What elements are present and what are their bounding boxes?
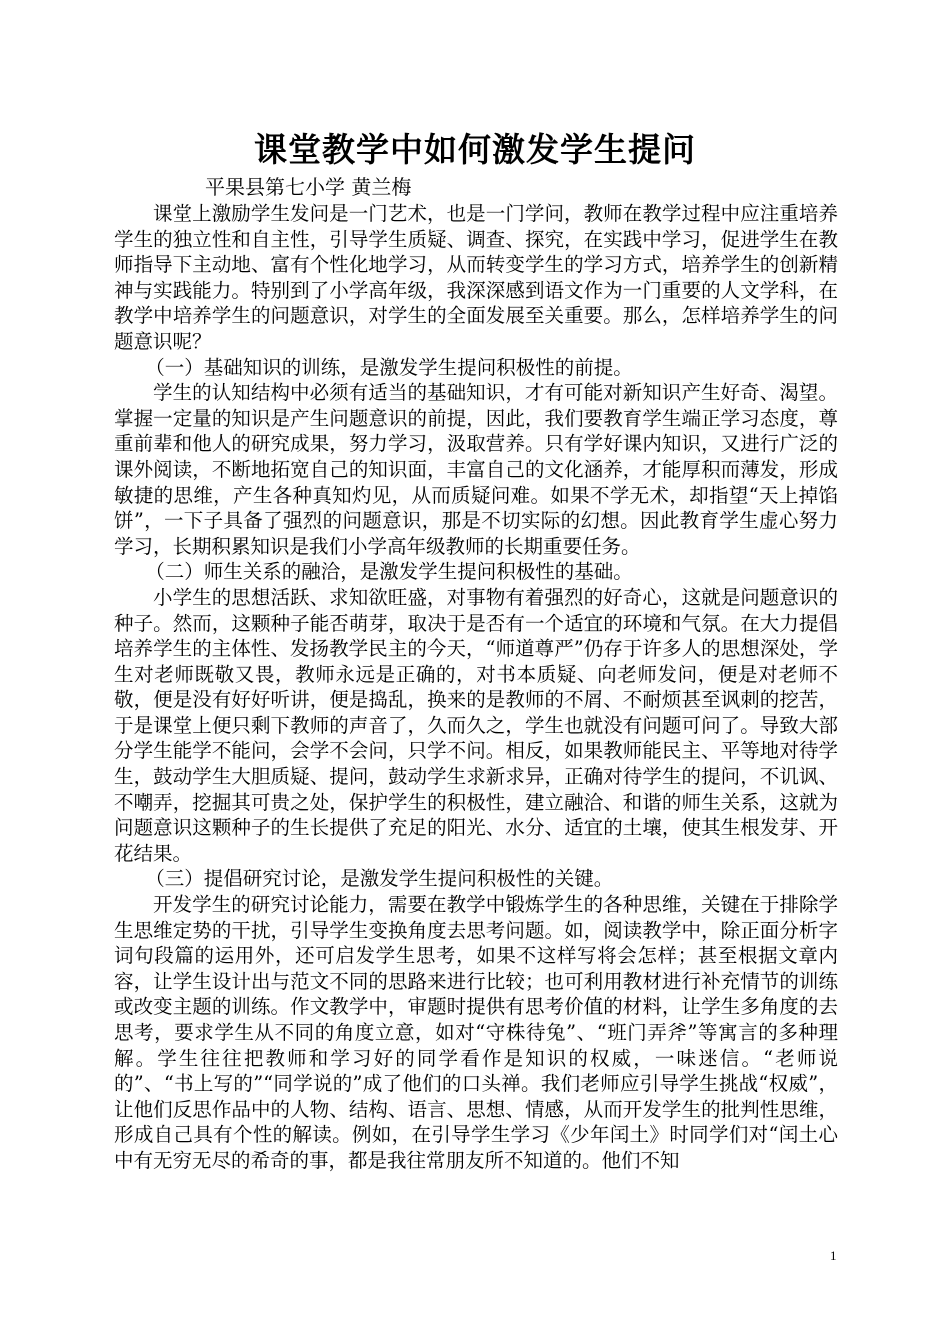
- author-line: 平果县第七小学 黄兰梅: [205, 175, 412, 199]
- section-heading-1: （一）基础知识的训练，是激发学生提问积极性的前提。: [145, 355, 633, 379]
- paragraph-intro: 课堂上激励学生发问是一门艺术，也是一门学问，教师在教学过程中应注重培养学生的独立性和自主性，引导学生质疑、调查、探究，在实践中学习，促进学生在教师指导下主动地、富有个性化地学习，从而转变学生的学习方式，培养学生的创新精神与实践能力。特别到了小学高年级，我深深感到语文作为一门重要的人文学科，在教学中培养学生的问题意识，对学生的全面发展至关重要。那么，怎样培养学生的问题意识呢？: [114, 202, 838, 353]
- section-heading-3: （三）提倡研究讨论，是激发学生提问积极性的关键。: [145, 867, 614, 891]
- document-title: 课堂教学中如何激发学生提问: [254, 130, 696, 169]
- paragraph-section-2: 小学生的思想活跃、求知欲旺盛，对事物有着强烈的好奇心，这就是问题意识的种子。然而，这颗种子能否萌芽，取决于是否有一个适宜的环境和气氛。在大力提倡培养学生的主体性、发扬教学民主的今天，“师道尊严”仍存于许多人的思想深处，学生对老师既敬又畏，教师永远是正确的，对书本质疑、向老师发问，便是对老师不敬，便是没有好好听讲，便是捣乱，换来的是教师的不屑、不耐烦甚至讽刺的挖苦，于是课堂上便只剩下教师的声音了，久而久之，学生也就没有问题可问了。导致大部分学生能学不能问，会学不会问，只学不问。相反，如果教师能民主、平等地对待学生，鼓动学生大胆质疑、提问，鼓动学生求新求异，正确对待学生的提问，不讥讽、不嘲弄，挖掘其可贵之处，保护学生的积极性，建立融洽、和谐的师生关系，这就为问题意识这颗种子的生长提供了充足的阳光、水分、适宜的土壤，使其生根发芽、开花结果。: [114, 585, 838, 865]
- section-heading-2: （二）师生关系的融洽，是激发学生提问积极性的基础。: [145, 560, 633, 584]
- page-number: 1: [830, 1248, 837, 1263]
- document-body: [114, 201, 838, 1174]
- paragraph-section-1: 学生的认知结构中必须有适当的基础知识，才有可能对新知识产生好奇、渴望。掌握一定量的知识是产生问题意识的前提，因此，我们要教育学生端正学习态度，尊重前辈和他人的研究成果，努力学习，汲取营养。只有学好课内知识，又进行广泛的课外阅读，不断地拓宽自己的知识面，丰富自己的文化涵养，才能厚积而薄发，形成敏捷的思维，产生各种真知灼见，从而质疑问难。如果不学无术，却指望“天上掉馅饼”，一下子具备了强烈的问题意识，那是不切实际的幻想。因此教育学生虚心努力学习，长期积累知识是我们小学高年级教师的长期重要任务。: [114, 381, 838, 558]
- paragraph-section-3: 开发学生的研究讨论能力，需要在教学中锻炼学生的各种思维，关键在于排除学生思维定势的干扰，引导学生变换角度去思考问题。如，阅读教学中，除正面分析字词句段篇的运用外，还可启发学生思考，如果不这样写将会怎样；甚至根据文章内容，让学生设计出与范文不同的思路来进行比较；也可利用教材进行补充情节的训练或改变主题的训练。作文教学中，审题时提供有思考价值的材料，让学生多角度的去思考，要求学生从不同的角度立意，如对“守株待兔”、“班门弄斧”等寓言的多种理解。学生往往把教师和学习好的同学看作是知识的权威，一味迷信。“老师说的”、“书上写的”“同学说的”成了他们的口头禅。我们老师应引导学生挑战“权威”，让他们反思作品中的人物、结构、语言、思想、情感，从而开发学生的批判性思维，形成自己具有个性的解读。例如，在引导学生学习《少年闰土》时同学们对“闰土心中有无穷无尽的希奇的事，都是我往常朋友所不知道的。他们不知: [114, 893, 838, 1172]
